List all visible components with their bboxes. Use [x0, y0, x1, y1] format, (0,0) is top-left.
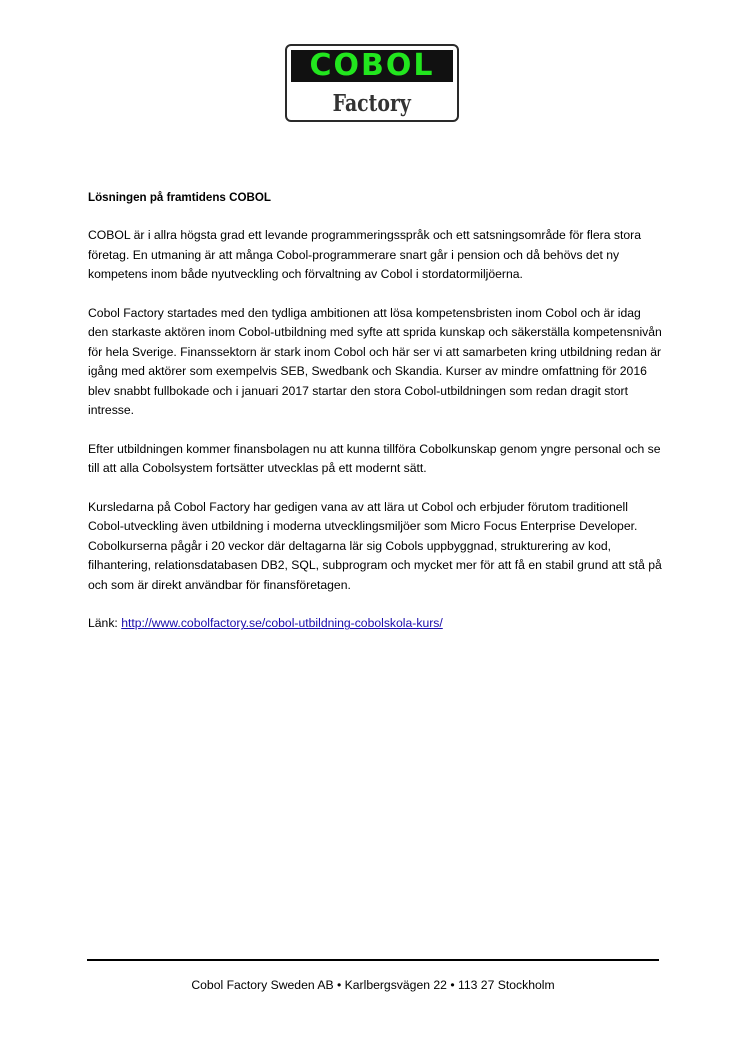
paragraph-2: Cobol Factory startades med den tydliga ambitionen att lösa kompetensbristen inom Cobol och är idag den starkaste aktören inom Cobol-utbildning med syfte att sprida kunskap och säkerställa kompetensnivån för hela Sverige. Finanssektorn är stark inom Cobol och här ser vi att samarbeten kring utbildning redan är igång med aktörer som exempelvis SEB, Swedbank och Skandia. Kurser av mindre omfattning för 2016 blev snabbt fullbokade och i januari 2017 startar den stora Cobol-utbildningen som redan dragit stort intresse.: [88, 306, 662, 418]
logo-factory-text: Factory: [332, 89, 412, 117]
logo-cobol-text: COBOL: [309, 48, 435, 83]
logo-top-band: [291, 50, 453, 82]
footer-divider: [87, 959, 659, 961]
paragraph-4: Kursledarna på Cobol Factory har gedigen vana av att lära ut Cobol och erbjuder förutom traditionell Cobol-utveckling även utbildning i moderna utvecklingsmiljöer som Micro Focus Enterprise Developer. Cobolkurserna pågår i 20 veckor där deltagarna lär sig Cobols uppbyggnad, strukturering av kod, filhantering, relationsdatabasen DB2, SQL, subprogram och mycket mer för att få en stabil grund att stå på och som är direkt användbar för finansföretagen.: [88, 500, 662, 592]
footer-address: Cobol Factory Sweden AB • Karlbergsvägen 22 • 113 27 Stockholm: [191, 978, 555, 992]
paragraph-3: Efter utbildningen kommer finansbolagen nu att kunna tillföra Cobolkunskap genom yngre personal och se till att alla Cobolsystem fortsätter utvecklas på ett modernt sätt.: [88, 441, 661, 476]
logo-bottom-band: [287, 86, 457, 120]
document-heading: Lösningen på framtidens COBOL: [88, 191, 271, 204]
link-label: Länk:: [88, 616, 118, 631]
document-body: [88, 188, 663, 653]
paragraph-1: COBOL är i allra högsta grad ett levande programmeringsspråk och ett satsningsområde för flera stora företag. En utmaning är att många Cobol-programmerare snart går i pension och då behövs det ny kompetens inom både nyutveckling och förvaltning av Cobol i stordatormiljöerna.: [88, 228, 641, 282]
cobol-factory-logo: [285, 44, 459, 122]
link-line: [88, 614, 663, 633]
course-link[interactable]: http://www.cobolfactory.se/cobol-utbildning-cobolskola-kurs/: [121, 616, 443, 631]
